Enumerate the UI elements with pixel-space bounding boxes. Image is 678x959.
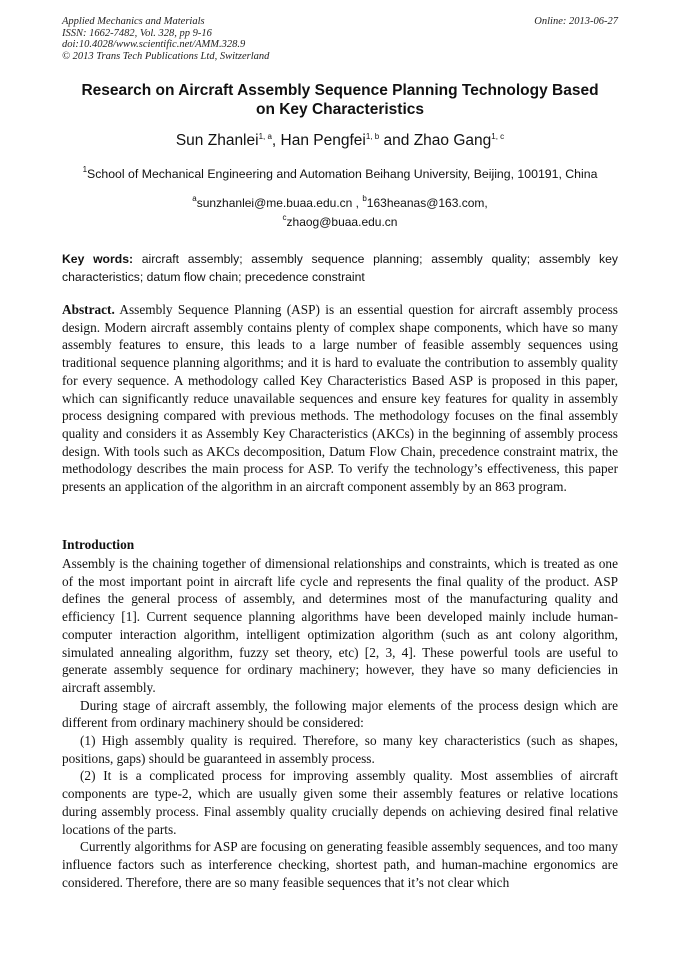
author-emails — [62, 194, 618, 232]
author-name: Sun Zhanlei — [175, 132, 259, 149]
affiliation-mark: 1 — [82, 165, 88, 174]
email-line-1 — [62, 194, 618, 213]
paragraph: During stage of aircraft assembly, the following major elements of the process design which are different from ordinary machinery should be considered: — [62, 697, 618, 731]
affiliation-text: School of Mechanical Engineering and Automation Beihang University, Beijing, 100191, China — [87, 167, 598, 181]
email-separator: , — [352, 196, 363, 210]
journal-name: Applied Mechanics and Materials — [62, 16, 205, 27]
email-mark: b — [362, 194, 367, 203]
paragraph: Currently algorithms for ASP are focusing on generating feasible assembly sequences, and too many influence factors such as interference checking, shortest path, and human-machine ergonomics are considered. Therefore, there are so many feasible sequences that it’s not clear which — [62, 839, 618, 890]
author-name: Zhao Gang — [413, 132, 492, 149]
author-affiliation-mark: 1, c — [491, 132, 505, 141]
paragraph: (2) It is a complicated process for improving assembly quality. Most assemblies of aircraft components are type-2, which are usually given some their assembly features or relative locations during assembly process. Final assembly quality crucially depends on achieving desired final relative locations of the parts. — [62, 768, 618, 837]
abstract — [62, 301, 618, 496]
affiliation — [62, 167, 618, 182]
abstract-label: Abstract. — [62, 302, 115, 317]
email-line-2 — [62, 213, 618, 232]
author-affiliation-mark: 1, a — [258, 132, 272, 141]
title-line-1: Research on Aircraft Assembly Sequence Planning Technology Based — [81, 82, 599, 99]
author-separator: , — [271, 132, 281, 149]
issn-line: ISSN: 1662-7482, Vol. 328, pp 9-16 — [62, 27, 212, 39]
keywords-text: aircraft assembly; assembly sequence planning; assembly quality; assembly key characteristics; datum flow chain; precedence constraint — [62, 252, 618, 284]
title-line-2: on Key Characteristics — [256, 101, 424, 118]
online-date: Online: 2013-06-27 — [534, 16, 618, 27]
keywords-label: Key words: — [62, 252, 134, 266]
author-list — [62, 131, 618, 150]
author-name: Han Pengfei — [280, 132, 366, 149]
email-c[interactable]: zhaog@buaa.edu.cn — [286, 215, 398, 229]
keywords — [62, 250, 618, 286]
email-mark: a — [192, 194, 197, 203]
introduction-body — [62, 555, 618, 891]
paper-title — [62, 81, 618, 119]
abstract-text: Assembly Sequence Planning (ASP) is an essential question for aircraft assembly process design. Modern aircraft assembly contains plenty of complex shape components, which have so many assembly features to ensure, this leads to a large number of feasible assembly sequences using traditional sequence planning algorithms; and it is hard to evaluate the contribution to assembly quality for every sequence. A methodology called Key Characteristics Based ASP is proposed in this paper, which can significantly reduce unavailable sequences and ensure key features for quality in assembly process designing compared with previous methods. The methodology focuses on the final assembly quality and considers it as Assembly Key Characteristics (AKCs) in the beginning of assembly process design. With tools such as AKCs decomposition, Datum Flow Chain, precedence constraint matrix, the methodology describes the main process for ASP. To verify the technology’s effectiveness, this paper presents an application of the algorithm in an aircraft component assembly by an 863 program. — [62, 302, 618, 495]
section-heading-introduction: Introduction — [62, 537, 135, 552]
paragraph: (1) High assembly quality is required. Therefore, so many key characteristics (such as shapes, positions, gaps) should be guaranteed in assembly process. — [62, 733, 618, 766]
publication-header — [62, 16, 618, 62]
author-separator: and — [379, 132, 414, 149]
paragraph: Assembly is the chaining together of dimensional relationships and constraints, which is treated as one of the most important point in aircraft life cycle and represents the final quality of the product. ASP defines the general process of assembly, and determines most of the manufacturing quality and efficiency [1]. Current sequence planning algorithms have been developed mainly include human-computer interaction algorithm, intelligent optimization algorithm (such as ant colony algorithm, simulated annealing algorithm, fuzzy set theory, etc) [2, 3, 4]. These powerful tools are useful to generate assembly sequence for ordinary machinery; however, they have so many deficiencies in aircraft assembly. — [62, 556, 618, 695]
doi-line: doi:10.4028/www.scientific.net/AMM.328.9 — [62, 39, 246, 50]
copyright-line: © 2013 Trans Tech Publications Ltd, Switzerland — [62, 50, 270, 62]
email-a[interactable]: sunzhanlei@me.buaa.edu.cn — [196, 196, 353, 210]
email-b[interactable]: 163heanas@163.com, — [366, 196, 488, 210]
email-mark: c — [282, 213, 287, 222]
author-affiliation-mark: 1, b — [365, 132, 380, 141]
